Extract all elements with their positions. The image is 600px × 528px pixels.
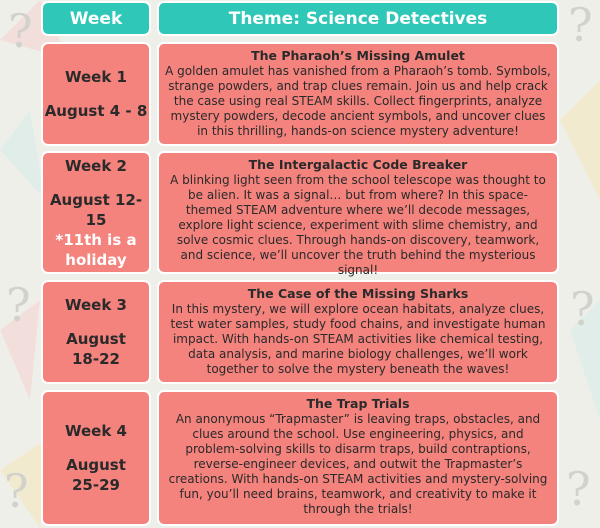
- week-cell: [41, 390, 151, 526]
- question-mark-icon: ?: [8, 4, 33, 58]
- question-mark-icon: ?: [570, 282, 595, 336]
- week-label: Week 2: [65, 156, 127, 175]
- header-week: Week: [41, 1, 151, 36]
- header-theme: Theme: Science Detectives: [157, 1, 559, 36]
- question-mark-icon: ?: [568, 0, 593, 52]
- theme-description: In this mystery, we will explore ocean habitats, analyze clues, test water samples, study food chains, and investigate human impact. With hands-on STEAM activities like chemical testing, data analysis, and marine biology challenges, we’ll work together to solve the mystery beneath the waves!: [170, 302, 546, 376]
- theme-description: An anonymous “Trapmaster” is leaving traps, obstacles, and clues around the school. Use engineering, physics, and problem-solving skills to disarm traps, build contraptions, reverse-engineer devices, and outwit the Trapmaster’s creations. With hands-on STEAM activities and mystery-solving fun, you’ll need brains, teamwork, and creativity to make it through the trials!: [168, 412, 548, 516]
- week-label: Week 3: [65, 296, 127, 314]
- week-cell: [41, 151, 151, 274]
- theme-cell: [157, 151, 559, 277]
- theme-cell: [157, 390, 559, 526]
- theme-description: A blinking light seen from the school telescope was thought to be alien. It was a signal… but from where? In this space-themed STEAM adventure where we’ll decode messages, explore light science, experiment with slime chemistry, and solve cosmic clues. Through hands-on discovery, teamwork, and science, we’ll uncover the truth behind the mysterious signal!: [170, 173, 546, 277]
- theme-title: The Trap Trials: [306, 396, 410, 411]
- week-dates: August 4 - 8: [44, 102, 148, 120]
- question-mark-icon: ?: [566, 462, 591, 516]
- holiday-note: *11th is a holiday: [55, 230, 137, 269]
- question-mark-icon: ?: [6, 278, 31, 332]
- theme-title: The Case of the Missing Sharks: [247, 286, 469, 301]
- theme-title: The Intergalactic Code Breaker: [248, 157, 468, 172]
- week-dates: August 25-29: [66, 456, 126, 494]
- theme-cell: [157, 42, 559, 146]
- week-dates: August 18-22: [66, 330, 126, 368]
- theme-description: A golden amulet has vanished from a Pharaoh’s tomb. Symbols, strange powders, and trap clues remain. Join us and help crack the case using real STEAM skills. Collect fingerprints, analyze mystery powders, decode ancient symbols, and uncover clues in this thrilling, hands-on science mystery adventure!: [165, 64, 551, 138]
- week-dates: August 12-15: [49, 190, 143, 229]
- theme-title: The Pharaoh’s Missing Amulet: [251, 48, 465, 63]
- theme-cell: [157, 280, 559, 384]
- week-label: Week 1: [65, 68, 127, 86]
- week-cell: [41, 280, 151, 384]
- week-cell: [41, 42, 151, 146]
- question-mark-icon: ?: [4, 464, 29, 518]
- week-label: Week 4: [65, 422, 127, 440]
